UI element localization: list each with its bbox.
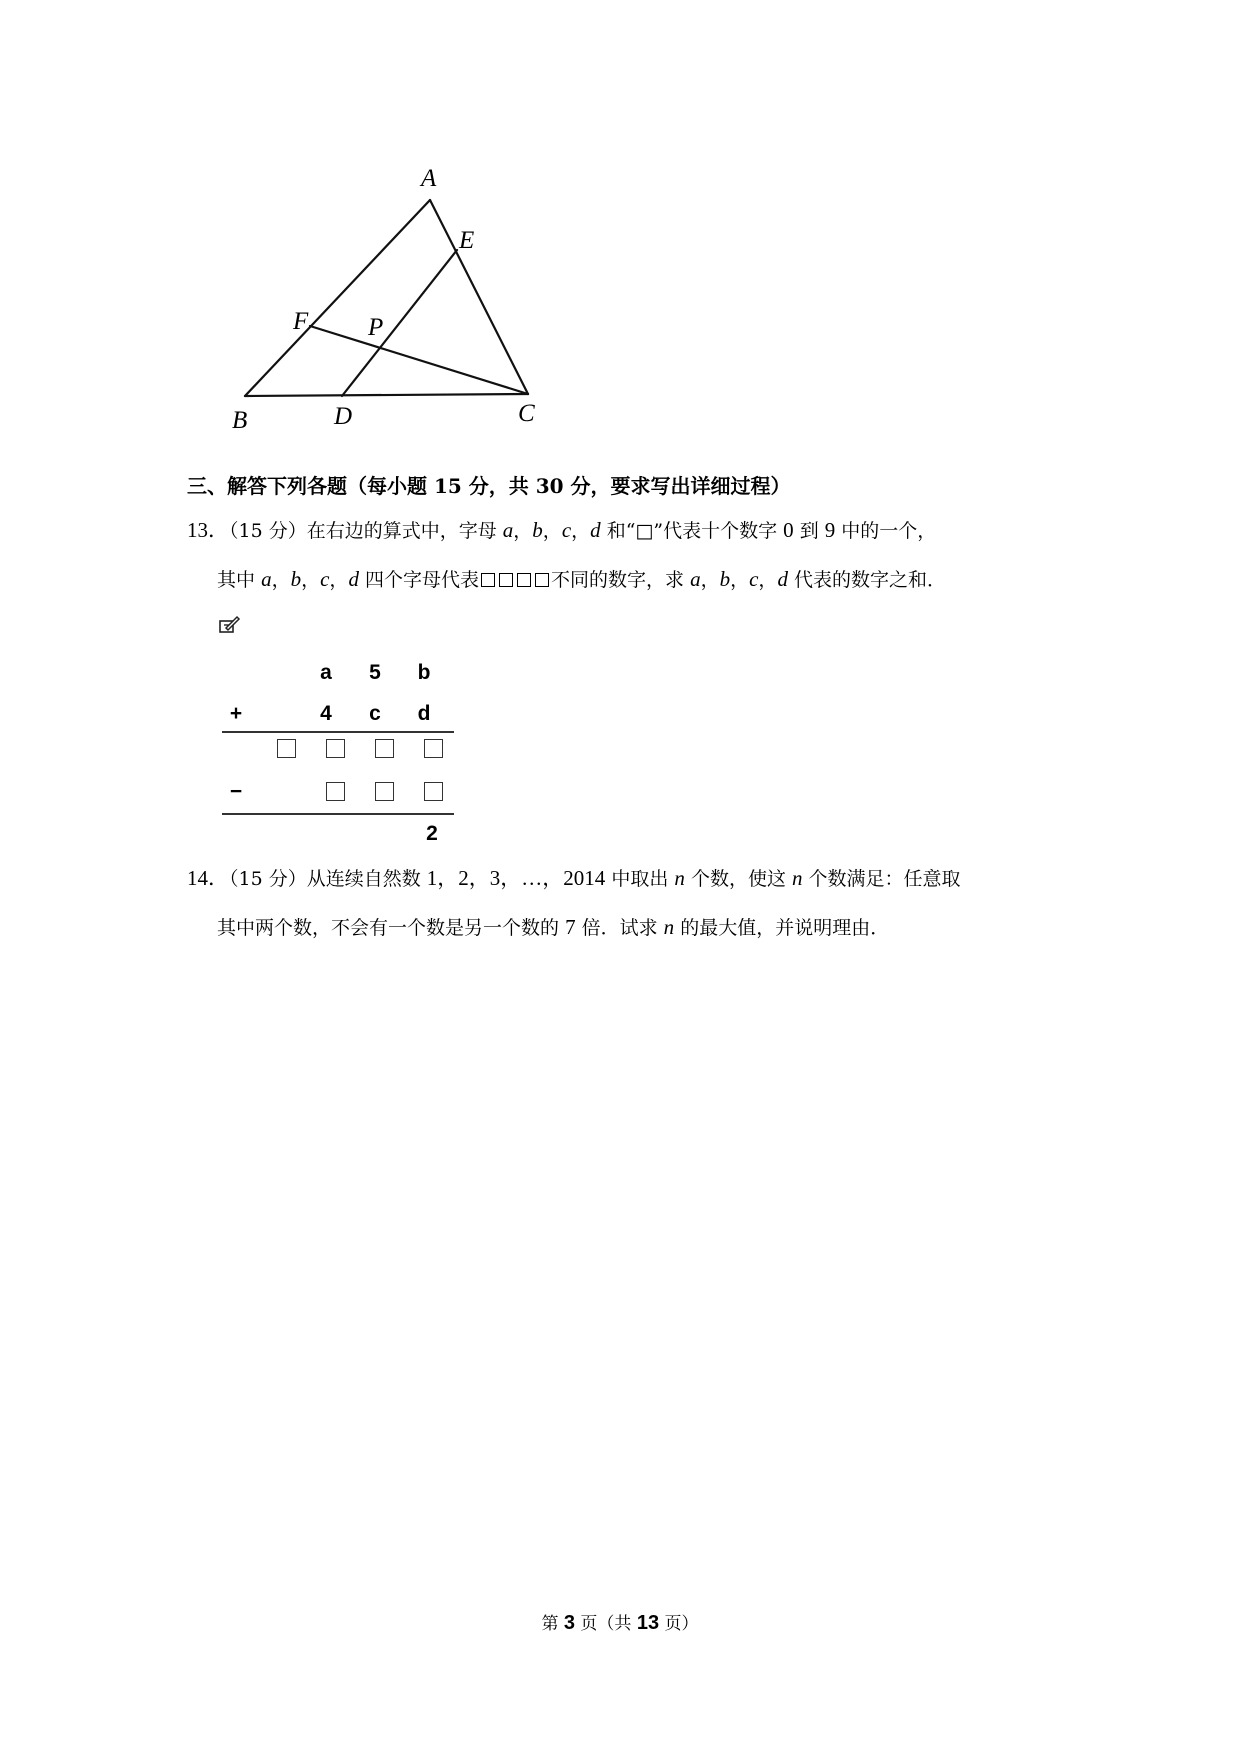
segment-ac: [430, 200, 528, 394]
section-heading: 三、解答下列各题（每小题 15 分，共 30 分，要求写出详细过程）: [187, 474, 791, 498]
q14-text: 个数，使这: [690, 868, 786, 890]
sep: ，: [301, 569, 321, 591]
sep: ，: [730, 569, 750, 591]
note-icon[interactable]: [217, 615, 241, 635]
total-pages-number: 13: [636, 1612, 660, 1634]
q14-line2: [217, 912, 889, 943]
footer-text: 第: [541, 1614, 564, 1634]
arith-r1-5: 5: [369, 661, 381, 684]
point-label-f: F: [293, 308, 309, 335]
arith-r1-b: b: [417, 661, 431, 684]
var-n: n: [674, 866, 685, 890]
digit-nine: 9: [824, 518, 836, 542]
var-b: b: [290, 567, 302, 591]
q14-line1: [187, 863, 961, 894]
q14-text: 倍．试求: [581, 917, 658, 939]
sep: ，: [329, 569, 349, 591]
point-label-c: C: [518, 400, 535, 427]
subtrahend-digit-box: [326, 782, 345, 801]
q13-text: 到: [799, 520, 819, 542]
sep: ，: [571, 520, 591, 542]
sep: ，: [513, 520, 533, 542]
q14-text: 个数满足：任意取: [808, 868, 961, 890]
sep: ，: [758, 569, 778, 591]
minus-sign: −: [229, 780, 243, 803]
q13-line1: [187, 515, 936, 546]
current-page-number: 3: [563, 1612, 576, 1634]
sep: ，: [542, 520, 562, 542]
point-label-d: D: [334, 403, 353, 430]
point-label-b: B: [232, 407, 248, 434]
var-n: n: [792, 866, 803, 890]
var-b: b: [532, 518, 543, 542]
segment-de: [342, 250, 457, 396]
point-label-p: P: [368, 314, 384, 341]
var-c: c: [749, 567, 759, 591]
sep: ，: [700, 569, 720, 591]
sum-digit-box: [375, 739, 394, 758]
point-label-a: A: [421, 165, 437, 192]
var-b: b: [719, 567, 731, 591]
var-d: d: [777, 567, 788, 591]
sum-line: [222, 731, 454, 733]
var-c: c: [320, 567, 330, 591]
sum-digit-box: [277, 739, 296, 758]
q13-text: 中的一个，: [841, 520, 937, 542]
sum-digit-box: [326, 739, 345, 758]
footer-text: 页）: [659, 1614, 699, 1634]
var-a: a: [261, 567, 272, 591]
digit-zero: 0: [783, 518, 794, 542]
q13-text: 代表的数字之和．: [793, 569, 946, 591]
q14-number: 14．: [187, 866, 229, 890]
arith-r2-d: d: [417, 702, 431, 725]
plus-sign: +: [229, 702, 243, 725]
difference-line: [222, 813, 454, 815]
segment-bc: [245, 394, 528, 396]
var-n: n: [663, 915, 675, 939]
number-sequence: 1，2，3，…，2014: [426, 866, 606, 890]
page-footer: [0, 1611, 1240, 1636]
q14-text: 中取出: [611, 868, 669, 890]
subtrahend-digit-box: [375, 782, 394, 801]
segment-fc: [310, 326, 528, 394]
box-placeholder: [481, 573, 495, 587]
var-d: d: [590, 518, 601, 542]
q13-text: 和“□”代表十个数字: [606, 520, 778, 542]
q14-score: （15 分）: [229, 868, 307, 890]
footer-text: 页（共: [575, 1614, 637, 1634]
q13-text: 在右边的算式中，字母: [306, 520, 497, 542]
q14-text: 的最大值，并说明理由．: [680, 917, 890, 939]
q13-text: 四个字母代表: [364, 569, 479, 591]
q14-text: 其中两个数，不会有一个数是另一个数的: [217, 917, 560, 939]
arith-r2-c: c: [369, 702, 381, 725]
arith-r1-a: a: [320, 661, 332, 684]
var-d: d: [348, 567, 359, 591]
q13-number: 13．: [187, 518, 229, 542]
q13-line2: [217, 564, 946, 595]
q13-score: （15 分）: [229, 520, 307, 542]
box-placeholder: [499, 573, 513, 587]
point-label-e: E: [459, 227, 475, 254]
q13-text: 不同的数字，求: [551, 569, 685, 591]
sum-digit-box: [424, 739, 443, 758]
digit-seven: 7: [565, 915, 576, 939]
segment-ab: [245, 200, 430, 396]
arith-r2-4: 4: [320, 702, 332, 725]
difference-result: 2: [426, 822, 438, 845]
q13-text: 其中: [217, 569, 256, 591]
sep: ，: [271, 569, 291, 591]
q14-text: 从连续自然数: [306, 868, 421, 890]
var-c: c: [561, 518, 572, 542]
var-a: a: [502, 518, 514, 542]
box-placeholder: [517, 573, 531, 587]
subtrahend-digit-box: [424, 782, 443, 801]
triangle-figure: [200, 160, 560, 450]
box-placeholder: [535, 573, 549, 587]
var-a: a: [690, 567, 701, 591]
